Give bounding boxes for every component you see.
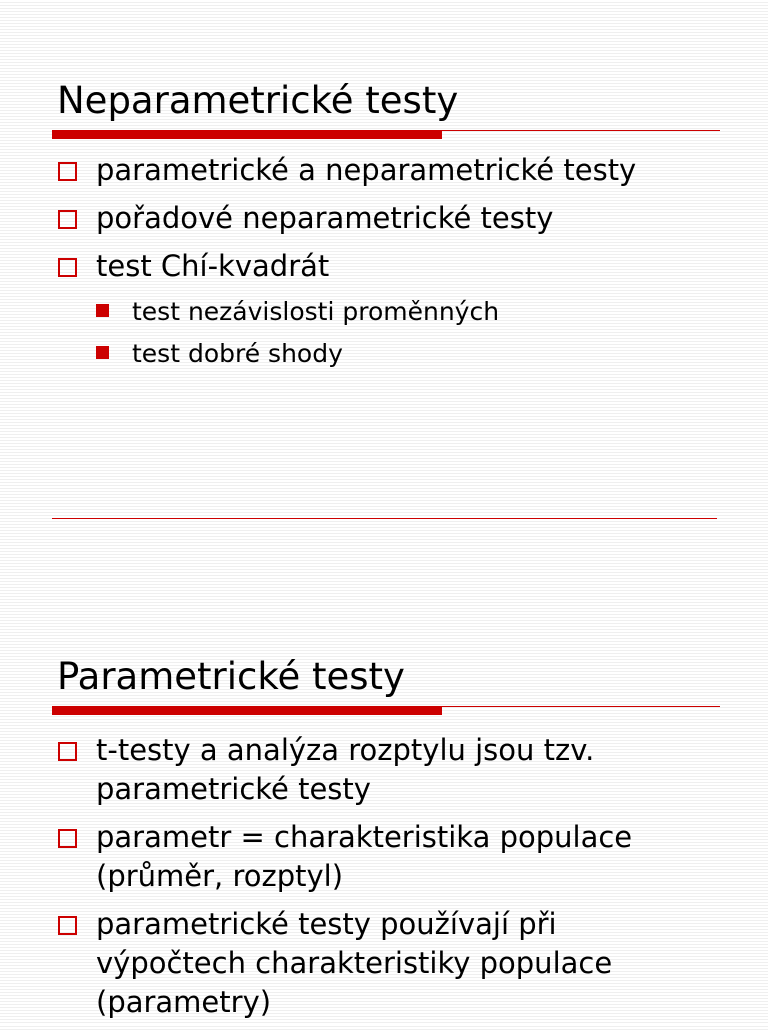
bullet-list [58, 151, 738, 379]
bullet-item [58, 247, 738, 286]
sub-bullet-group [58, 295, 738, 370]
bullet-text: test Chí-kvadrát [96, 249, 330, 283]
slide-1 [0, 0, 768, 512]
hollow-square-icon [58, 829, 77, 848]
bullet-text: pořadové neparametrické testy [96, 201, 554, 235]
slide-title: Neparametrické testy [57, 79, 459, 122]
bullet-text-line: (průměr, rozptyl) [96, 859, 344, 893]
hollow-square-icon [58, 162, 77, 181]
filled-square-icon [96, 304, 109, 317]
bullet-text-line: t-testy a analýza rozptylu jsou tzv. [96, 733, 595, 767]
slide-title: Parametrické testy [57, 655, 405, 698]
hollow-square-icon [58, 210, 77, 229]
filled-square-icon [96, 346, 109, 359]
bullet-text-line: (parametry) [96, 985, 272, 1019]
bullet-text-line: parametrické testy používají při [96, 907, 557, 941]
hollow-square-icon [58, 916, 77, 935]
bullet-item [58, 199, 738, 238]
bullet-text-line: parametrické testy [96, 772, 371, 806]
bullet-list [58, 731, 738, 1031]
hollow-square-icon [58, 742, 77, 761]
sub-bullet-item [96, 295, 738, 328]
bullet-item [58, 818, 738, 896]
bullet-text-line: parametr = charakteristika populace [96, 820, 633, 854]
sub-bullet-text: test dobré shody [132, 339, 343, 368]
title-underline-thick [52, 131, 442, 139]
bullet-item [58, 151, 738, 190]
bullet-text: parametrické a neparametrické testy [96, 153, 637, 187]
bullet-text-line: výpočtech charakteristiky populace [96, 946, 613, 980]
bullet-item [58, 905, 738, 1022]
sub-bullet-list [58, 295, 738, 370]
slide-2 [0, 512, 768, 1024]
hollow-square-icon [58, 258, 77, 277]
title-underline-thick [52, 707, 442, 715]
sub-bullet-item [96, 337, 738, 370]
bullet-item [58, 731, 738, 809]
sub-bullet-text: test nezávislosti proměnných [132, 297, 500, 326]
